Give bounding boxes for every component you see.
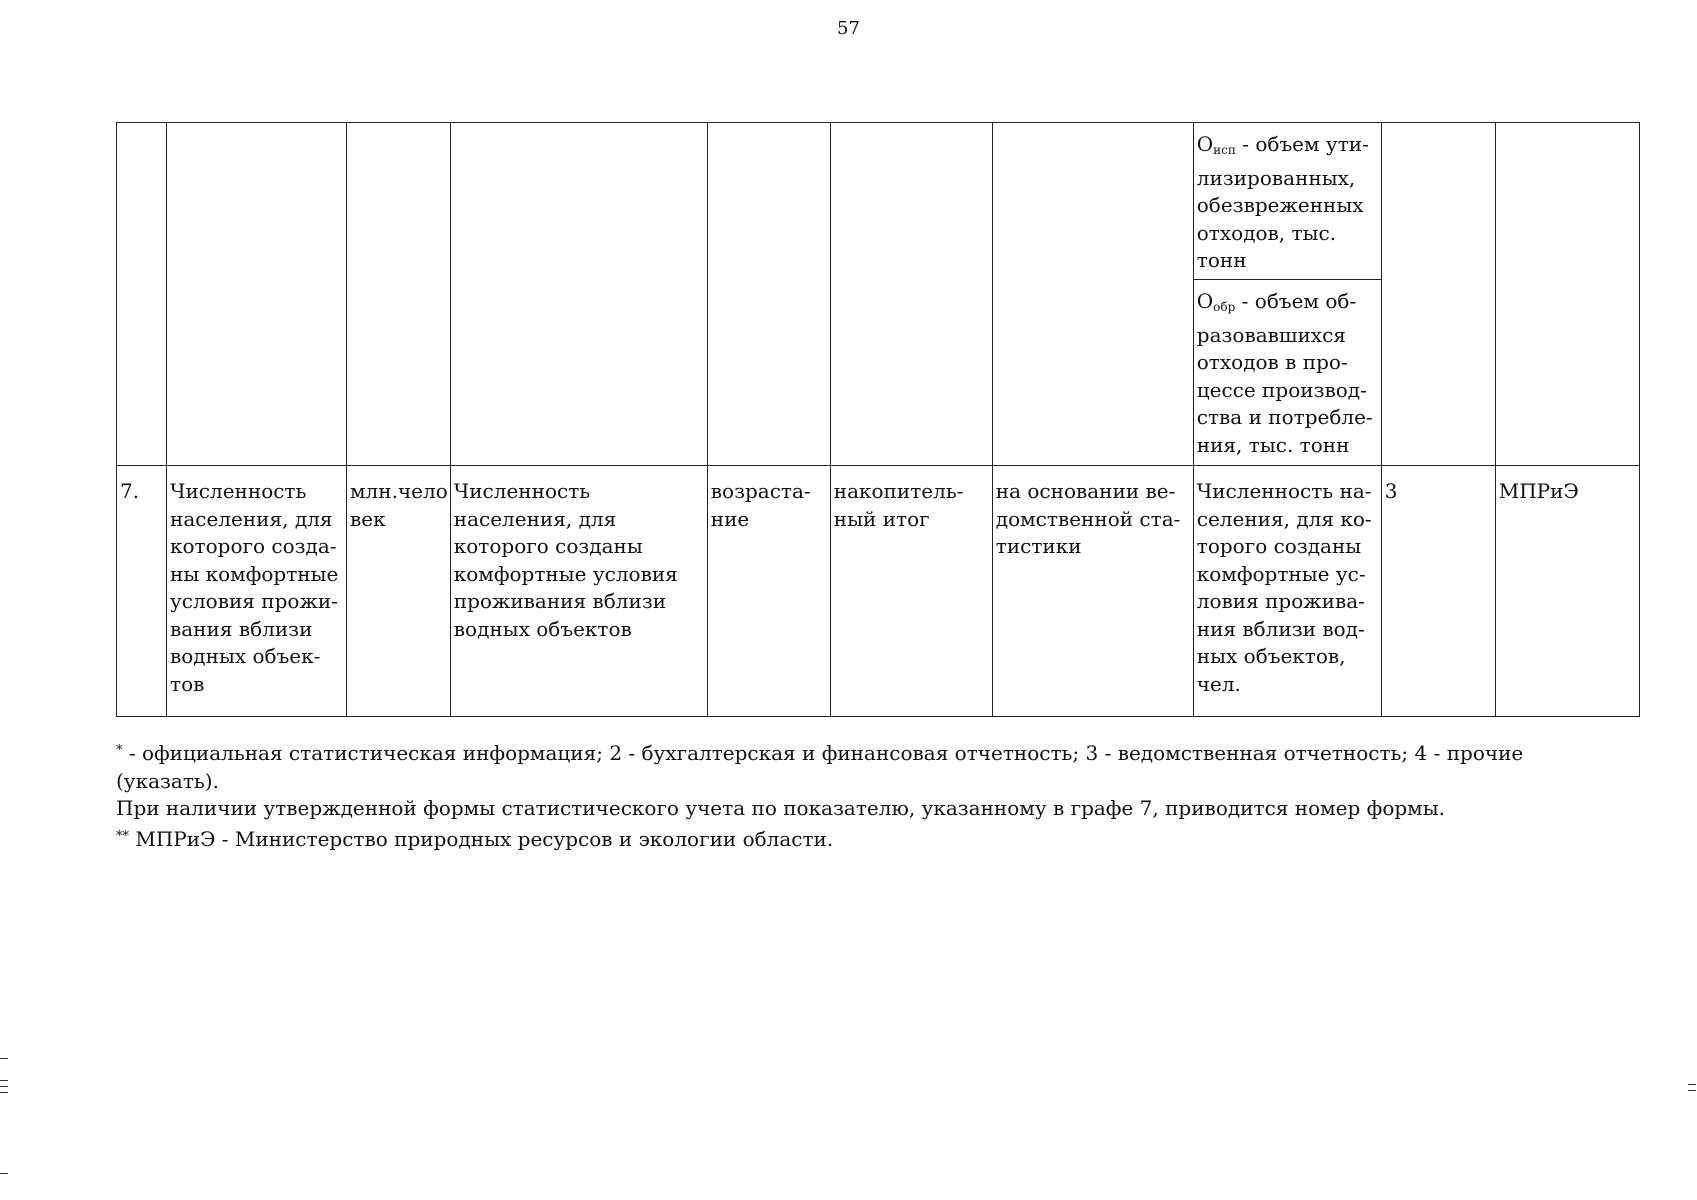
cell-name-empty — [167, 123, 347, 466]
indicators-table — [116, 122, 1640, 717]
footnote-1-continuation: При наличии утвержденной формы статистического учета по показателю, указанному в графе 7, приводится номер формы. — [116, 796, 1445, 820]
cell-basis-empty — [992, 123, 1193, 466]
indicator-o-isp — [1194, 123, 1381, 280]
cell-indicators-stack — [1193, 123, 1381, 466]
cell-dynamics: возраста-ние — [707, 466, 830, 717]
cell-method-empty — [830, 123, 992, 466]
cell-responsible-empty — [1495, 123, 1639, 466]
scan-margin-mark — [0, 1173, 8, 1174]
cell-unit-empty — [347, 123, 451, 466]
cell-definition-empty — [450, 123, 707, 466]
cell-row-number: 7. — [117, 466, 167, 717]
cell-calculation-basis: на основании ве-домственной ста-тистики — [992, 466, 1193, 717]
footnote-1 — [116, 737, 1596, 795]
cell-method: накопитель-ный итог — [830, 466, 992, 717]
table-row-7 — [117, 466, 1640, 717]
cell-indicator-name: Численность населения, для которого созда-ны комфортные условия прожи-вания вблизи водных объек-тов — [167, 466, 347, 717]
cell-indicator: Численность на-селения, для ко-торого созданы комфортные ус-ловия прожива-ния вблизи вод-ных объектов, чел. — [1193, 466, 1381, 717]
page-number: 57 — [837, 18, 860, 39]
cell-source-empty — [1381, 123, 1495, 466]
scan-margin-mark — [0, 1092, 8, 1093]
scan-margin-mark — [1688, 1090, 1696, 1091]
scan-margin-mark — [0, 1080, 8, 1081]
footnote-2-text: МПРиЭ - Министерство природных ресурсов и экологии области. — [129, 826, 834, 851]
footnote-2 — [116, 823, 1596, 854]
cell-source-code: 3 — [1381, 466, 1495, 717]
indicator-o-obr — [1194, 280, 1381, 465]
scan-margin-mark — [0, 1058, 8, 1059]
cell-responsible: МПРиЭ — [1495, 466, 1639, 717]
footnotes — [116, 737, 1596, 853]
indicator-o-isp-symbol: O — [1196, 132, 1214, 156]
cell-unit: млн.чело век — [347, 466, 451, 717]
cell-number-empty — [117, 123, 167, 466]
indicator-o-isp-subscript: исп — [1213, 143, 1236, 157]
scan-margin-mark — [1688, 1084, 1696, 1085]
footnote-1-mark: * — [116, 743, 123, 758]
cell-dynamics-empty — [707, 123, 830, 466]
indicator-o-obr-text: - объем об-разовавшихся отходов в про-цессе производ-ства и потребле-ния, тыс. тонн — [1196, 289, 1373, 457]
scan-margin-mark — [0, 1086, 8, 1087]
footnote-1-line-1: - официальная статистическая информация; 2 - бухгалтерская и финансовая отчетность; 3 - ведомственная отчетность; 4 - прочие (указать). — [116, 741, 1524, 793]
indicator-o-isp-text: - объем ути-лизированных, обезвреженных отходов, тыс. тонн — [1196, 132, 1369, 272]
indicator-o-obr-subscript: обр — [1213, 300, 1236, 314]
footnote-2-mark: ** — [116, 828, 129, 844]
table-row-continuation — [117, 123, 1640, 466]
cell-definition: Численность населения, для которого созданы комфортные условия проживания вблизи водных объектов — [450, 466, 707, 717]
indicator-o-obr-symbol: O — [1196, 289, 1214, 313]
